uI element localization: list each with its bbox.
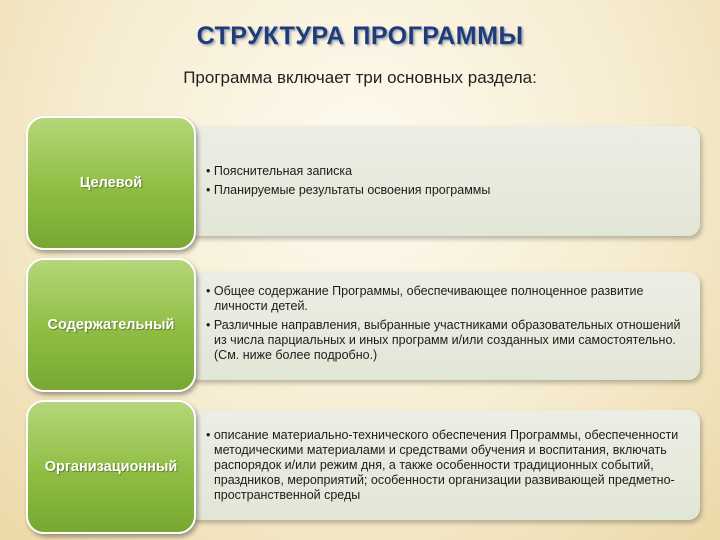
section-details-organizational	[188, 410, 700, 520]
page-title: СТРУКТУРА ПРОГРАММЫ	[196, 22, 524, 50]
section-details-content	[188, 272, 700, 380]
section-item: • описание материально-технического обеспечения Программы, обеспеченности методическими материалами и средствами обучения и воспитания, включать распорядок и/или режим дня, а также особенности традиционных событий, праздников, мероприятий; особенности организации развивающей предметно-пространственной среды	[204, 428, 690, 503]
page-subtitle: Программа включает три основных раздела:	[183, 68, 537, 87]
section-details-target	[188, 126, 700, 236]
section-item: • Общее содержание Программы, обеспечивающее полноценное развитие личности детей.	[204, 284, 690, 314]
section-item: • Пояснительная записка	[204, 164, 690, 179]
section-box-target	[26, 116, 196, 250]
section-label: Целевой	[79, 175, 143, 191]
section-label: Организационный	[44, 459, 178, 475]
section-label: Содержательный	[47, 317, 175, 333]
section-box-organizational	[26, 400, 196, 534]
section-item: • Различные направления, выбранные участниками образовательных отношений из числа парциальных и иных программ и/или созданных ими самостоятельно. (См. ниже более подробно.)	[204, 318, 690, 363]
section-box-content	[26, 258, 196, 392]
section-item: • Планируемые результаты освоения программы	[204, 183, 690, 198]
